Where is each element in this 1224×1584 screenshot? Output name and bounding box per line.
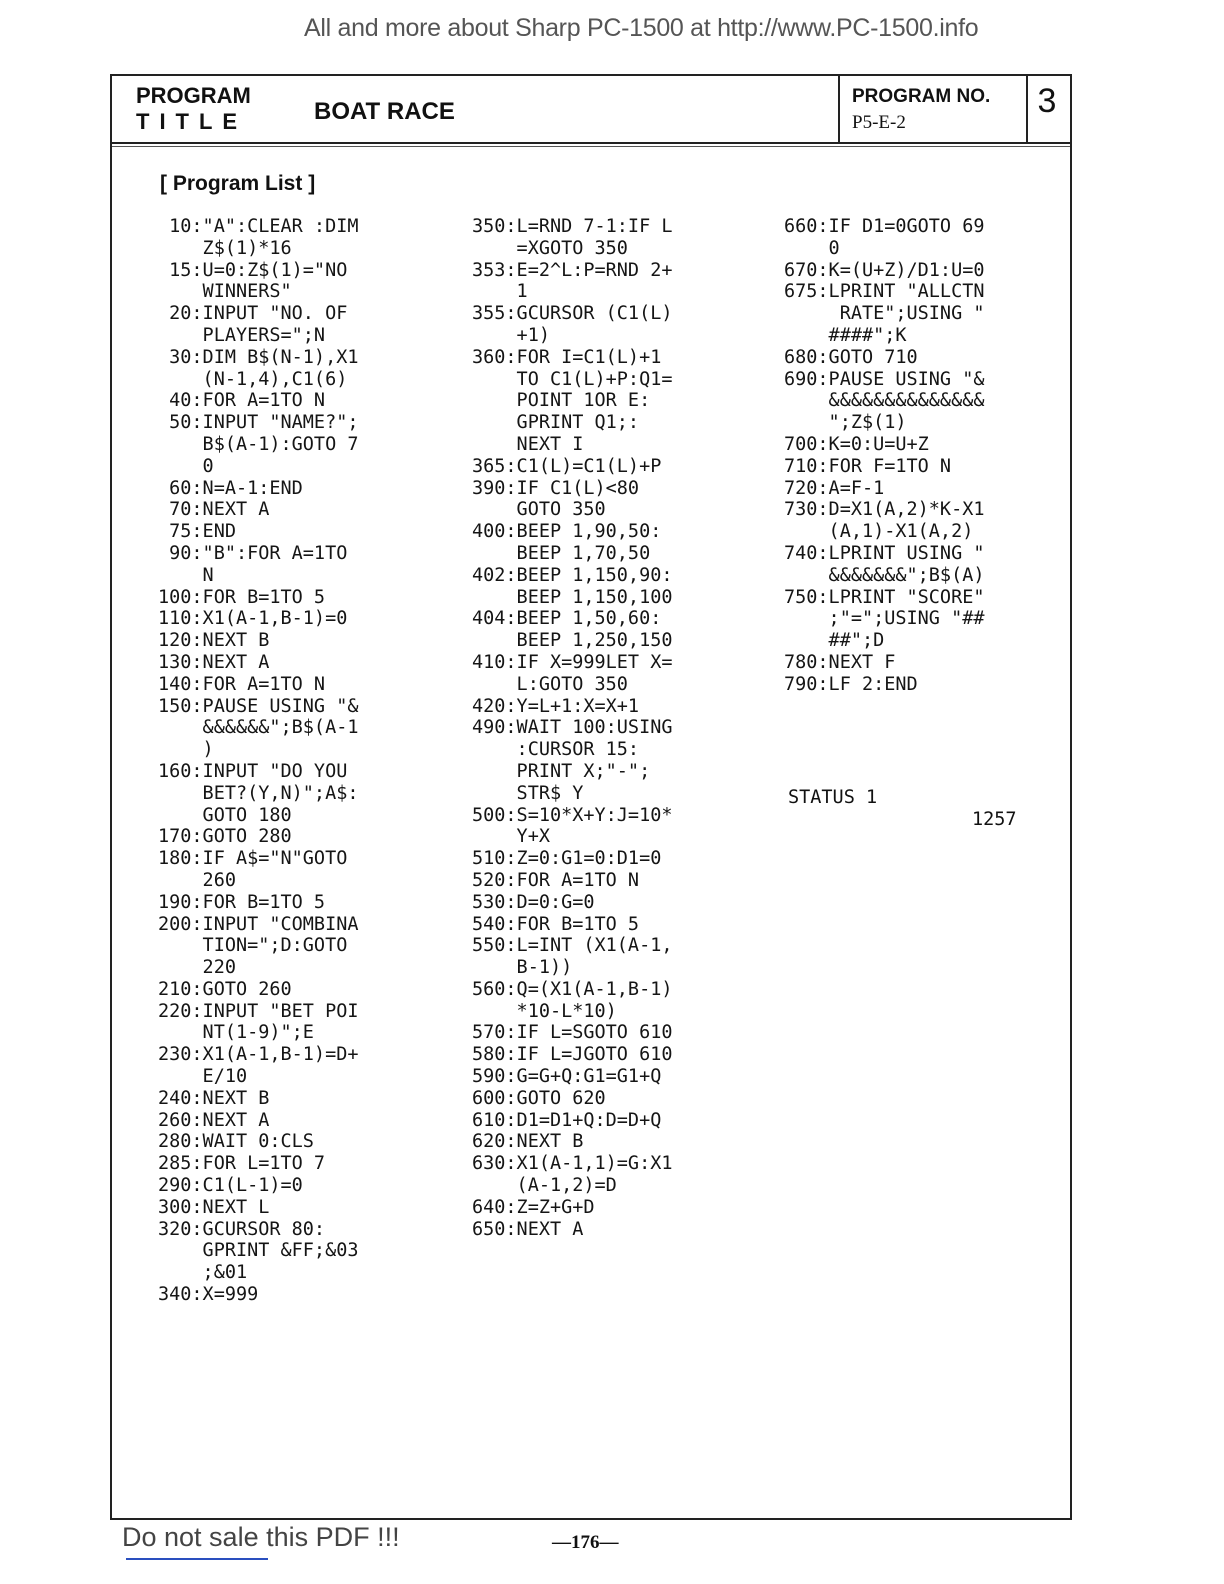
code-line: PLAYERS=";N	[158, 324, 326, 346]
code-line: BEEP 1,70,50	[472, 542, 651, 564]
code-line: 130:NEXT A	[158, 651, 270, 673]
code-line: 730:D=X1(A,2)*K-X1	[784, 499, 985, 521]
code-line: 404:BEEP 1,50,60:	[472, 608, 662, 630]
code-line: E/10	[158, 1066, 248, 1088]
code-line: TION=";D:GOTO	[158, 935, 348, 957]
code-line: 50:INPUT "NAME?";	[158, 412, 359, 434]
code-line: =XGOTO 350	[472, 237, 628, 259]
code-line: 15:U=0:Z$(1)="NO	[158, 259, 348, 281]
code-line: L:GOTO 350	[472, 673, 628, 695]
code-line: 0	[784, 237, 840, 259]
code-line: 680:GOTO 710	[784, 346, 918, 368]
code-line: 75:END	[158, 521, 236, 543]
code-line: 710:FOR F=1TO N	[784, 455, 952, 477]
code-line: 690:PAUSE USING "&	[784, 368, 985, 390]
code-line: 590:G=G+Q:G1=G1+Q	[472, 1066, 662, 1088]
code-line: (N-1,4),C1(6)	[158, 368, 348, 390]
code-line: 10:"A":CLEAR :DIM	[158, 216, 359, 237]
code-line: 40:FOR A=1TO N	[158, 390, 326, 412]
code-line: 70:NEXT A	[158, 499, 270, 521]
top-note: All and more about Sharp PC-1500 at http://www.PC-1500.info	[304, 14, 979, 42]
code-line: 290:C1(L-1)=0	[158, 1175, 303, 1197]
code-line: 100:FOR B=1TO 5	[158, 586, 326, 608]
code-line: 90:"B":FOR A=1TO	[158, 542, 348, 564]
code-line: 510:Z=0:G1=0:D1=0	[472, 848, 662, 870]
code-line: 360:FOR I=C1(L)+1	[472, 346, 662, 368]
code-line: B-1))	[472, 957, 573, 979]
code-line: 220:INPUT "BET POI	[158, 1000, 359, 1022]
status-label: STATUS 1	[788, 787, 878, 808]
code-line: :CURSOR 15:	[472, 739, 640, 761]
code-line: (A-1,2)=D	[472, 1175, 617, 1197]
code-line: GPRINT &FF;&03	[158, 1240, 359, 1262]
code-line: 110:X1(A-1,B-1)=0	[158, 608, 348, 630]
code-line: 190:FOR B=1TO 5	[158, 891, 326, 913]
code-line: 700:K=0:U=U+Z	[784, 433, 929, 455]
code-line: 260	[158, 869, 236, 891]
program-header	[112, 76, 1070, 144]
listing-column-1	[158, 216, 358, 1306]
code-line: 490:WAIT 100:USING	[472, 717, 673, 739]
code-line: 30:DIM B$(N-1),X1	[158, 346, 359, 368]
code-line: 60:N=A-1:END	[158, 477, 303, 499]
code-line: 210:GOTO 260	[158, 978, 292, 1000]
code-line: 402:BEEP 1,150,90:	[472, 564, 673, 586]
code-line: 630:X1(A-1,1)=G:X1	[472, 1153, 673, 1175]
code-line: WINNERS"	[158, 281, 292, 303]
code-line: Y+X	[472, 826, 550, 848]
code-line: 500:S=10*X+Y:J=10*	[472, 804, 673, 826]
code-line: 300:NEXT L	[158, 1196, 270, 1218]
code-line: 560:Q=(X1(A-1,B-1)	[472, 978, 673, 1000]
code-line: 750:LPRINT "SCORE"	[784, 586, 985, 608]
code-line: NT(1-9)";E	[158, 1022, 314, 1044]
program-label: PROGRAM	[136, 83, 251, 108]
bottom-note: Do not sale this PDF !!!	[122, 1522, 400, 1552]
program-no-value: P5-E-2	[852, 112, 906, 133]
status-value: 1257	[972, 809, 1017, 830]
code-line: 720:A=F-1	[784, 477, 885, 499]
code-line: RATE";USING "	[784, 303, 985, 325]
code-line: GOTO 350	[472, 499, 606, 521]
code-line: N	[158, 564, 214, 586]
program-title: BOAT RACE	[314, 98, 455, 125]
code-line: 170:GOTO 280	[158, 826, 292, 848]
code-line: 160:INPUT "DO YOU	[158, 760, 348, 782]
program-no-label: PROGRAM NO.	[852, 86, 991, 107]
code-line: 570:IF L=SGOTO 610	[472, 1022, 673, 1044]
code-line: )	[158, 739, 214, 761]
code-line: 740:LPRINT USING "	[784, 542, 985, 564]
code-line: B$(A-1):GOTO 7	[158, 433, 359, 455]
code-line: 640:Z=Z+G+D	[472, 1196, 595, 1218]
code-line: 1	[472, 281, 528, 303]
code-line: 120:NEXT B	[158, 630, 270, 652]
title-label: TITLE	[136, 109, 248, 134]
code-line: 0	[158, 455, 214, 477]
code-line: 230:X1(A-1,B-1)=D+	[158, 1044, 359, 1066]
code-line: 530:D=0:G=0	[472, 891, 595, 913]
program-no-box	[838, 76, 1028, 142]
code-line: ";Z$(1)	[784, 412, 907, 434]
code-line: 280:WAIT 0:CLS	[158, 1131, 314, 1153]
section-title: [ Program List ]	[160, 172, 316, 195]
code-line: 320:GCURSOR 80:	[158, 1218, 326, 1240]
code-line: 220	[158, 957, 236, 979]
code-line: 350:L=RND 7-1:IF L	[472, 216, 673, 237]
code-line: 180:IF A$="N"GOTO	[158, 848, 348, 870]
code-line: ####";K	[784, 324, 907, 346]
code-line: 260:NEXT A	[158, 1109, 270, 1131]
code-line: ;&01	[158, 1262, 248, 1284]
code-line: POINT 1OR E:	[472, 390, 651, 412]
code-line: 400:BEEP 1,90,50:	[472, 521, 662, 543]
code-line: 660:IF D1=0GOTO 69	[784, 216, 985, 237]
code-line: 540:FOR B=1TO 5	[472, 913, 640, 935]
code-line: 520:FOR A=1TO N	[472, 869, 640, 891]
code-line: 340:X=999	[158, 1284, 259, 1306]
code-line: 670:K=(U+Z)/D1:U=0	[784, 259, 985, 281]
code-line: &&&&&&";B$(A-1	[158, 717, 359, 739]
code-line: GOTO 180	[158, 804, 292, 826]
code-line: NEXT I	[472, 433, 584, 455]
code-line: 20:INPUT "NO. OF	[158, 303, 348, 325]
code-line: 675:LPRINT "ALLCTN	[784, 281, 985, 303]
code-line: BET?(Y,N)";A$:	[158, 782, 359, 804]
code-line: BEEP 1,150,100	[472, 586, 673, 608]
program-number: 3	[1037, 82, 1057, 120]
code-line: &&&&&&&&&&&&&&	[784, 390, 985, 412]
code-line: 780:NEXT F	[784, 651, 896, 673]
code-line: PRINT X;"-";	[472, 760, 651, 782]
listing-column-2	[472, 216, 672, 1240]
code-line: *10-L*10)	[472, 1000, 617, 1022]
code-line: 285:FOR L=1TO 7	[158, 1153, 326, 1175]
code-line: TO C1(L)+P:Q1=	[472, 368, 673, 390]
code-line: &&&&&&&";B$(A)	[784, 564, 985, 586]
code-line: 200:INPUT "COMBINA	[158, 913, 359, 935]
code-line: (A,1)-X1(A,2)	[784, 521, 974, 543]
code-line: GPRINT Q1;:	[472, 412, 640, 434]
code-line: 140:FOR A=1TO N	[158, 673, 326, 695]
code-line: 550:L=INT (X1(A-1,	[472, 935, 673, 957]
code-line: BEEP 1,250,150	[472, 630, 673, 652]
listing-column-3	[784, 216, 984, 696]
code-line: ;"=";USING "##	[784, 608, 985, 630]
code-line: 365:C1(L)=C1(L)+P	[472, 455, 662, 477]
code-line: 150:PAUSE USING "&	[158, 695, 359, 717]
bottom-note-underline	[126, 1558, 268, 1560]
code-line: 580:IF L=JGOTO 610	[472, 1044, 673, 1066]
code-line: 240:NEXT B	[158, 1087, 270, 1109]
code-line: STR$ Y	[472, 782, 584, 804]
code-line: ##";D	[784, 630, 885, 652]
code-line: 353:E=2^L:P=RND 2+	[472, 259, 673, 281]
program-sheet	[110, 74, 1072, 1520]
code-line: 610:D1=D1+Q:D=D+Q	[472, 1109, 662, 1131]
code-line: 620:NEXT B	[472, 1131, 584, 1153]
code-line: 600:GOTO 620	[472, 1087, 606, 1109]
code-line: 355:GCURSOR (C1(L)	[472, 303, 673, 325]
code-line: 390:IF C1(L)<80	[472, 477, 640, 499]
code-line: 420:Y=L+1:X=X+1	[472, 695, 640, 717]
code-line: +1)	[472, 324, 550, 346]
code-line: 790:LF 2:END	[784, 673, 918, 695]
code-line: 650:NEXT A	[472, 1218, 584, 1240]
page-number: —176—	[552, 1532, 619, 1553]
header-divider	[112, 146, 1070, 147]
code-line: Z$(1)*16	[158, 237, 292, 259]
code-line: 410:IF X=999LET X=	[472, 651, 673, 673]
